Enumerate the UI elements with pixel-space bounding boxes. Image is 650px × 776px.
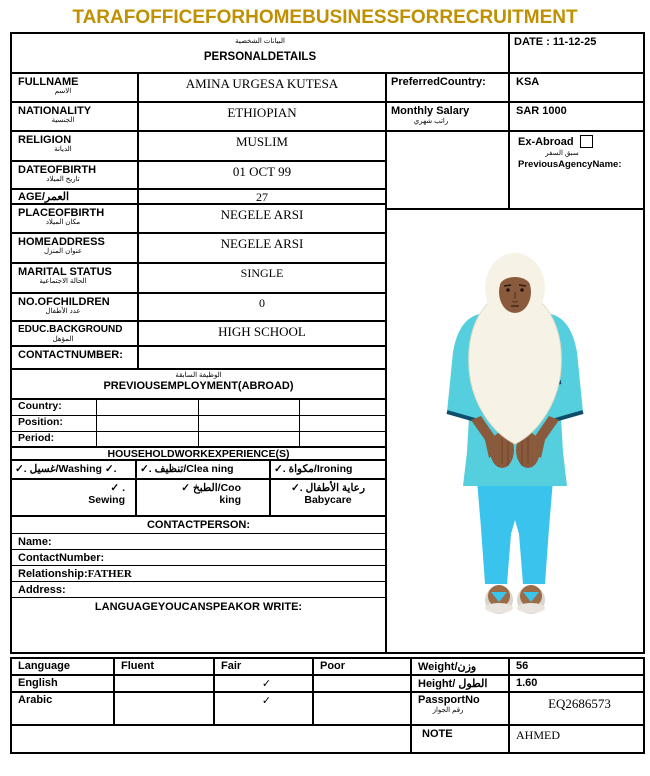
arabic-label: Arabic <box>18 694 53 706</box>
prev-employment-position-row <box>12 416 385 432</box>
arabic-fair-check: ✓ <box>213 693 312 724</box>
position-label: Position: <box>18 416 63 428</box>
ex-abroad-empty-cell <box>387 132 508 208</box>
poor-header: Poor <box>312 659 410 674</box>
height-value: 1.60 <box>508 676 643 691</box>
height-label: Height/ الطول <box>410 676 508 691</box>
language-section-header: LANGUAGEYOUCANSPEAKOR WRITE: <box>94 601 303 613</box>
preferred-country-label: PreferredCountry: <box>391 76 486 88</box>
nationality-label: NATIONALITY <box>18 105 92 117</box>
preferred-country-value: KSA <box>508 74 643 101</box>
note-row <box>12 726 643 752</box>
note-value: AHMED <box>508 726 643 752</box>
education-label: EDUC.BACKGROUND <box>18 324 123 335</box>
field-row-nationality: NATIONALITY الجنسية ETHIOPIAN <box>12 103 385 132</box>
left-column <box>12 74 385 652</box>
prev-employment-country-row <box>12 400 385 416</box>
age-value: 27 <box>137 190 385 203</box>
contact-number-row: ContactNumber: <box>12 550 385 566</box>
children-label: NO.OFCHILDREN <box>18 296 110 308</box>
babycare-item: ✓. رعاية الأطفال Babycare <box>269 480 385 515</box>
maritalstatus-label: MARITAL STATUS <box>18 266 112 278</box>
sandals <box>485 585 545 614</box>
passport-label: PassportNo <box>418 694 480 706</box>
fullname-label: FULLNAME <box>18 76 79 88</box>
main-table <box>10 32 645 654</box>
weight-value: 56 <box>508 659 643 674</box>
field-row-religion: RELIGION الديانة MUSLIM <box>12 132 385 162</box>
household-header: HOUSEHOLDWORKEXPERIENCE(S) <box>12 448 385 461</box>
field-row-contactnumber <box>12 347 385 370</box>
children-value: 0 <box>137 294 385 320</box>
dateofbirth-label: DATEOFBIRTH <box>18 164 97 176</box>
ex-abroad-row <box>387 132 643 210</box>
previous-agency-label: PreviousAgencyName: <box>518 159 622 170</box>
household-row-2 <box>12 480 385 517</box>
household-row-1 <box>12 461 385 480</box>
placeofbirth-label: PLACEOFBIRTH <box>18 207 105 219</box>
contact-name-row: Name: <box>12 534 385 550</box>
fullname-value: AMINA URGESA KUTESA <box>137 74 385 101</box>
field-row-education: EDUC.BACKGROUND المؤهل HIGH SCHOOL <box>12 322 385 347</box>
salary-label: Monthly Salary <box>391 105 470 117</box>
skills-header-row <box>12 659 643 676</box>
weight-label: Weight/وزن <box>410 659 508 674</box>
header-row <box>12 34 643 74</box>
contact-person-header: CONTACTPERSON: <box>12 517 385 534</box>
field-row-fullname: FULLNAME الاسم AMINA URGESA KUTESA <box>12 74 385 103</box>
prev-employment-period-row <box>12 432 385 448</box>
dateofbirth-value: 01 OCT 99 <box>137 162 385 188</box>
date-label: DATE : 11-12-25 <box>508 34 643 72</box>
ex-abroad-arabic: سبق السفر <box>545 150 579 157</box>
placeofbirth-value: NEGELE ARSI <box>137 205 385 232</box>
preferred-country-row <box>387 74 643 103</box>
applicant-photo <box>387 210 643 652</box>
religion-value: MUSLIM <box>137 132 385 160</box>
note-label: NOTE <box>410 726 508 752</box>
washing-item: ✓. غسيل/Washing ✓. <box>15 463 117 475</box>
salary-value: SAR 1000 <box>508 103 643 130</box>
relationship-value: FATHER <box>87 568 132 580</box>
period-label: Period: <box>18 432 55 444</box>
cleaning-item: ✓. تنظيف/Clea ning <box>135 461 269 478</box>
field-row-age <box>12 190 385 205</box>
salary-arabic: راتب شهري <box>413 118 449 125</box>
field-row-placeofbirth: PLACEOFBIRTH مكان الميلاد NEGELE ARSI <box>12 205 385 234</box>
cooking-item: ✓ الطبخ/Coo king <box>135 480 269 515</box>
language-header: Language <box>18 660 70 672</box>
homeaddress-label: HOMEADDRESS <box>18 236 105 248</box>
ex-abroad-label: Ex-Abroad <box>518 135 574 148</box>
maritalstatus-value: SINGLE <box>137 264 385 292</box>
note-empty-cell <box>12 726 410 752</box>
english-fair-check: ✓ <box>213 676 312 691</box>
religion-label: RELIGION <box>18 134 72 146</box>
fluent-header: Fluent <box>113 659 213 674</box>
person-figure <box>440 252 590 624</box>
nationality-value: ETHIOPIAN <box>137 103 385 130</box>
english-row <box>12 676 643 693</box>
language-skills-table <box>10 657 645 754</box>
field-row-maritalstatus: MARITAL STATUS الحالة الاجتماعية SINGLE <box>12 264 385 294</box>
arabic-row <box>12 693 643 726</box>
education-value: HIGH SCHOOL <box>137 322 385 345</box>
field-row-homeaddress: HOMEADDRESS عنوان المنزل NEGELE ARSI <box>12 234 385 264</box>
sewing-item: ✓ . Sewing <box>88 482 125 506</box>
passport-arabic: رقم الجواز <box>432 707 464 714</box>
contact-address-row: Address: <box>12 582 385 598</box>
country-label: Country: <box>18 400 62 412</box>
english-label: English <box>18 677 58 689</box>
personal-details-heading: PERSONALDETAILS <box>203 51 317 63</box>
personal-details-header <box>12 34 508 72</box>
previous-employment-header: الوظيفة السابقة PREVIOUSEMPLOYMENT(ABROAD) <box>12 370 385 400</box>
personal-details-arabic: البيانات الشخصية <box>235 38 285 45</box>
ironing-item: ✓. مكواة/Ironing <box>269 461 385 478</box>
right-column <box>385 74 643 652</box>
contact-relationship-row: Relationship:FATHER <box>12 566 385 582</box>
page-title: TARAFOFFICEFORHOMEBUSINESSFORRECRUITMENT <box>72 7 578 28</box>
passport-value: EQ2686573 <box>508 693 643 724</box>
field-row-dateofbirth: DATEOFBIRTH تاريخ الميلاد 01 OCT 99 <box>12 162 385 190</box>
homeaddress-value: NEGELE ARSI <box>137 234 385 262</box>
contactnumber-value <box>137 347 385 368</box>
fair-header: Fair <box>213 659 312 674</box>
language-write-area <box>12 616 385 652</box>
contactnumber-label: CONTACTNUMBER: <box>18 349 123 361</box>
monthly-salary-row <box>387 103 643 132</box>
ex-abroad-checkbox[interactable] <box>580 135 593 148</box>
age-label: AGE/العمر <box>18 191 70 203</box>
field-row-children: NO.OFCHILDREN عدد الأطفال 0 <box>12 294 385 322</box>
